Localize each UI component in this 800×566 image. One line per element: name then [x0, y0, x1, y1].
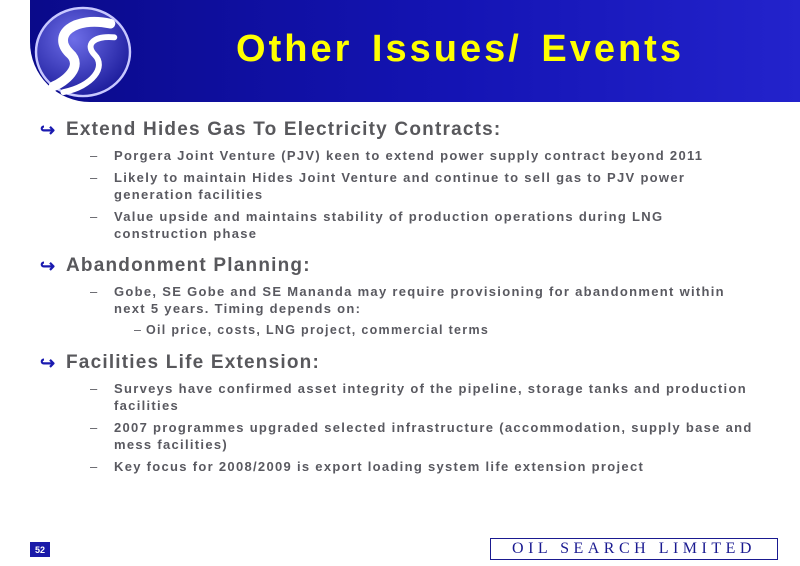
dash-bullet-icon: – — [90, 381, 99, 396]
hook-arrow-icon: ↪ — [40, 120, 57, 140]
dash-bullet-icon: – — [90, 420, 99, 435]
hook-arrow-icon: ↪ — [40, 353, 57, 373]
list-item: – Value upside and maintains stability of production operations during LNG construction phase — [90, 209, 664, 241]
list-item: – Gobe, SE Gobe and SE Mananda may require provisioning for abandonment within next 5 years. Timing depends on: — [90, 284, 725, 316]
section-heading: ↪ Extend Hides Gas To Electricity Contracts: — [40, 119, 502, 140]
page-number: 52 — [30, 542, 50, 557]
section-facilities — [40, 351, 790, 475]
dash-bullet-icon: – — [90, 209, 99, 224]
list-item: – Likely to maintain Hides Joint Venture and continue to sell gas to PJV power generation facilities — [90, 170, 686, 202]
list-item: – Key focus for 2008/2009 is export loading system life extension project — [90, 459, 645, 474]
footer-brand-logo: OIL SEARCH LIMITED — [490, 538, 778, 560]
slide-content — [40, 118, 790, 487]
list-item: – Surveys have confirmed asset integrity of the pipeline, storage tanks and production facilities — [90, 381, 747, 413]
dash-bullet-icon: – — [134, 323, 143, 337]
slide-title: Other Issues/ Events — [236, 28, 684, 70]
section-heading: ↪ Facilities Life Extension: — [40, 352, 320, 373]
company-logo-icon — [34, 6, 132, 98]
dash-bullet-icon: – — [90, 284, 99, 299]
list-item: – Porgera Joint Venture (PJV) keen to extend power supply contract beyond 2011 — [90, 148, 704, 163]
section-heading: ↪ Abandonment Planning: — [40, 255, 311, 276]
dash-bullet-icon: – — [90, 459, 99, 474]
dash-bullet-icon: – — [90, 148, 99, 163]
hook-arrow-icon: ↪ — [40, 256, 57, 276]
dash-bullet-icon: – — [90, 170, 99, 185]
section-abandonment — [40, 254, 790, 339]
section-hides-gas — [40, 118, 790, 242]
sub-list-item: – Oil price, costs, LNG project, commercial terms — [134, 323, 490, 337]
list-item: – 2007 programmes upgraded selected infrastructure (accommodation, supply base and mess facilities) — [90, 420, 753, 452]
